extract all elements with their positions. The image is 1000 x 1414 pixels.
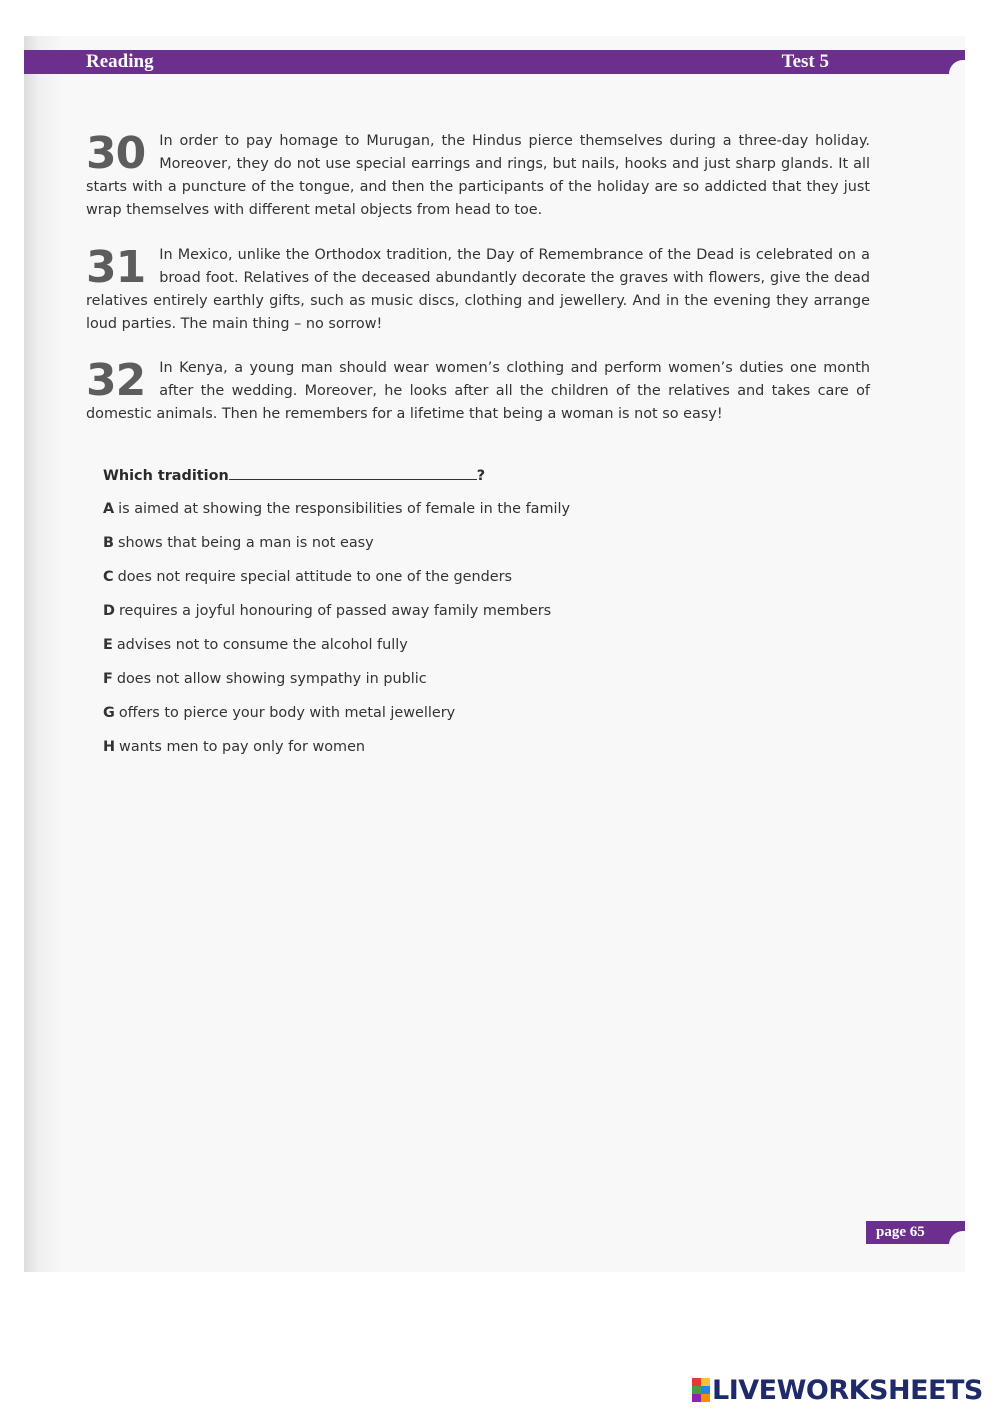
option-b — [103, 532, 374, 554]
question-text: Which tradition — [103, 468, 229, 484]
paragraph-30 — [86, 130, 870, 222]
option-text: advises not to consume the alcohol fully — [116, 637, 408, 653]
paragraph-number: 31 — [86, 242, 146, 293]
question-prompt — [103, 464, 485, 487]
header-corner — [949, 60, 965, 82]
brand-name: LIVEWORKSHEETS — [712, 1374, 983, 1406]
paragraph-text: In order to pay homage to Murugan, the Hindus pierce themselves during a three-day holiday. Moreover, they do not use special earrings and rings, but nails, hooks and just sharp glands. It all starts with a puncture of the tongue, and then the participants of the holiday are so addicted that they just wrap themselves with different metal objects from head to toe. — [86, 133, 870, 218]
paragraph-text: In Mexico, unlike the Orthodox tradition, the Day of Remembrance of the Dead is celebrated on a broad foot. Relatives of the deceased abundantly decorate the graves with flowers, give the dead relatives entirely earthly gifts, such as music discs, clothing and jewellery. And in the evening they arrange loud parties. The main thing – no sorrow! — [86, 247, 870, 332]
option-letter: E — [103, 637, 113, 653]
paragraph-text: In Kenya, a young man should wear women’s clothing and perform women’s duties one month after the wedding. Moreover, he looks after all the children of the relatives and takes care of domestic animals. Then he remembers for a lifetime that being a woman is not so easy! — [86, 360, 870, 422]
option-text: does not allow showing sympathy in public — [116, 671, 427, 687]
option-text: requires a joyful honouring of passed away family members — [118, 603, 552, 619]
paragraph-32 — [86, 357, 870, 426]
option-letter: F — [103, 671, 113, 687]
option-e — [103, 634, 408, 656]
header-bar — [24, 50, 965, 74]
option-letter: B — [103, 535, 114, 551]
option-text: shows that being a man is not easy — [117, 535, 374, 551]
option-h — [103, 736, 365, 758]
section-title: Reading — [86, 51, 154, 72]
paragraph-number: 32 — [86, 355, 146, 406]
page-tab-corner — [949, 1231, 965, 1251]
answer-blank[interactable] — [229, 464, 477, 480]
option-text: offers to pierce your body with metal jewellery — [118, 705, 456, 721]
option-letter: A — [103, 501, 115, 517]
option-letter: G — [103, 705, 115, 721]
option-text: does not require special attitude to one of the genders — [117, 569, 513, 585]
option-text: wants men to pay only for women — [119, 739, 366, 755]
question-mark: ? — [476, 468, 486, 484]
liveworksheets-logo-icon — [692, 1378, 710, 1402]
paragraph-number: 30 — [86, 128, 146, 179]
test-title: Test 5 — [781, 51, 829, 72]
option-letter: H — [103, 739, 116, 755]
option-letter: C — [103, 569, 114, 585]
option-text: is aimed at showing the responsibilities of female in the family — [118, 501, 570, 517]
option-d — [103, 600, 551, 622]
option-f — [103, 668, 427, 690]
liveworksheets-watermark — [692, 1374, 983, 1406]
option-letter: D — [103, 603, 115, 619]
option-g — [103, 702, 455, 724]
page-number: page 65 — [876, 1224, 925, 1240]
option-a — [103, 498, 570, 520]
paragraph-31 — [86, 244, 870, 336]
option-c — [103, 566, 512, 588]
page-number-tab — [866, 1221, 965, 1244]
